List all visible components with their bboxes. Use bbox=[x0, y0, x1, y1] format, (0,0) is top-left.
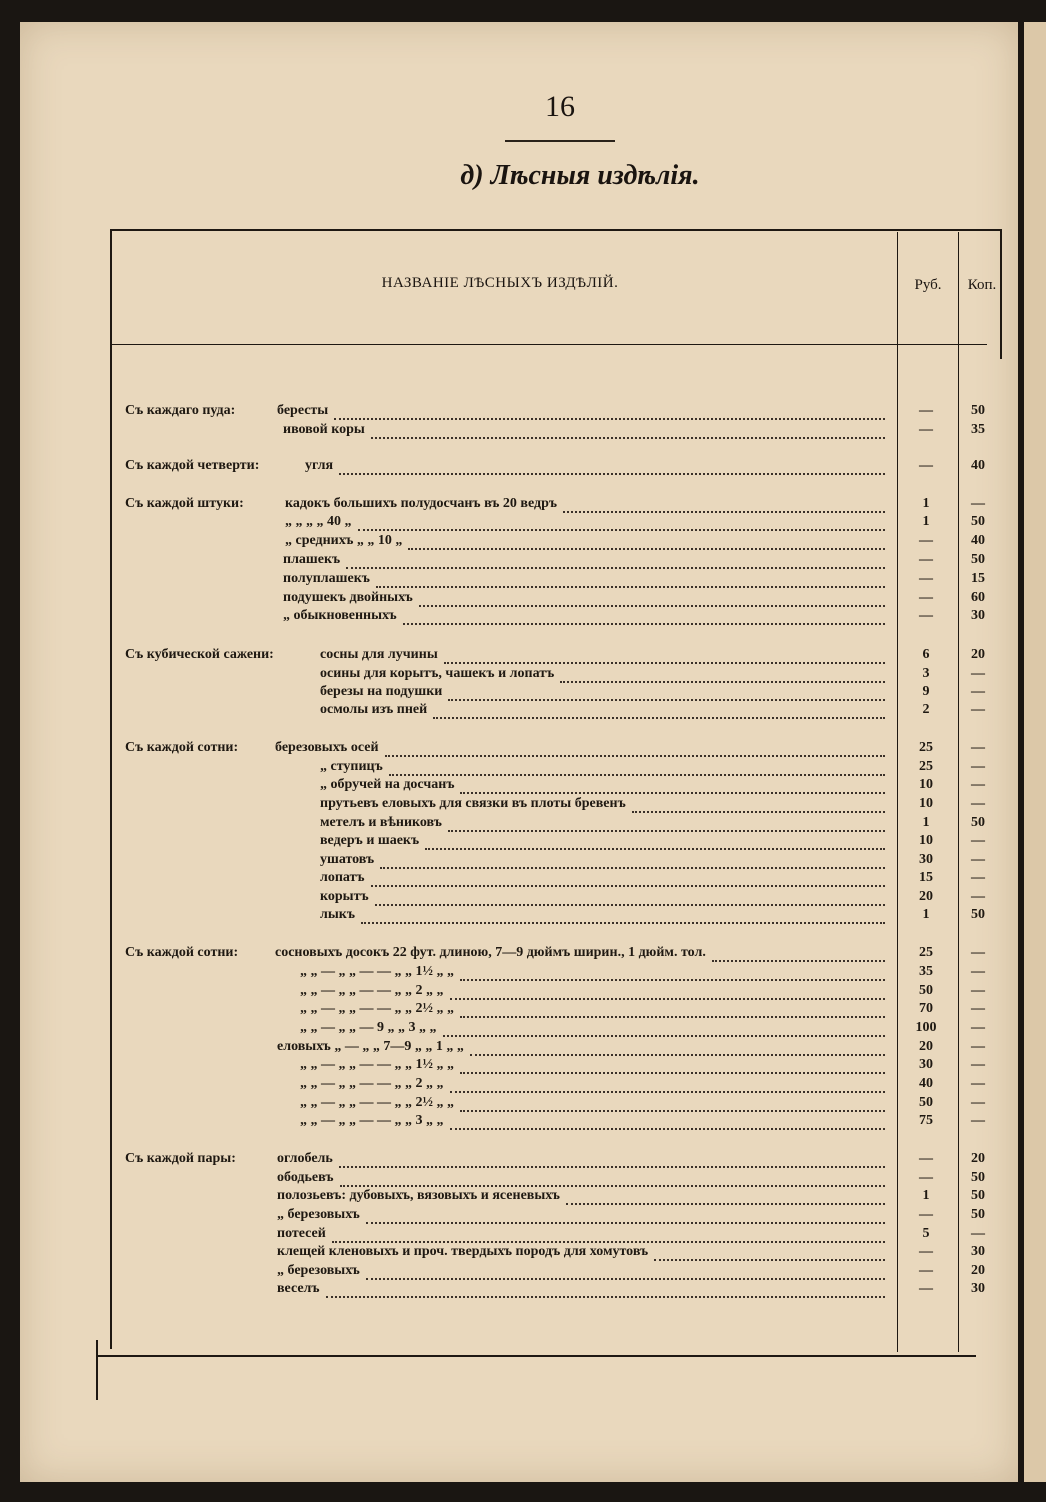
dot-leader bbox=[460, 960, 885, 981]
row-item: „ обручей на досчанъ bbox=[320, 777, 455, 792]
dot-leader bbox=[334, 399, 885, 420]
row-kop: — bbox=[971, 684, 985, 699]
row-item: ивовой коры bbox=[283, 422, 365, 437]
section-title: д) Лѣсныя издѣлія. bbox=[460, 160, 700, 191]
row-kop: 50 bbox=[971, 815, 985, 830]
row-kop: 50 bbox=[971, 907, 985, 922]
row-category: Съ каждаго пуда: bbox=[125, 403, 236, 418]
row-item: березы на подушки bbox=[320, 684, 443, 699]
row-category: Съ каждой пары: bbox=[125, 1151, 236, 1166]
dot-leader bbox=[450, 1072, 885, 1093]
row-kop: 30 bbox=[971, 1244, 985, 1259]
row-item: полозьевъ: дубовыхъ, вязовыхъ и ясеневыхъ bbox=[277, 1188, 560, 1203]
row-rub: — bbox=[919, 403, 933, 418]
row-rub: 1 bbox=[922, 1188, 930, 1203]
table-row bbox=[0, 647, 1046, 666]
row-item: лопатъ bbox=[320, 870, 365, 885]
row-kop: — bbox=[971, 759, 985, 774]
row-kop: 50 bbox=[971, 1170, 985, 1185]
row-rub: 1 bbox=[922, 496, 930, 511]
dot-leader bbox=[339, 1147, 885, 1168]
row-kop: — bbox=[971, 852, 985, 867]
row-rub: 1 bbox=[922, 514, 930, 529]
row-item: ведеръ и шаекъ bbox=[320, 833, 420, 848]
row-item: „ „ — „ „ — — „ „ 1½ „ „ bbox=[300, 964, 454, 979]
row-rub: 10 bbox=[919, 833, 933, 848]
dot-leader bbox=[443, 1016, 885, 1037]
column-header-kop: Коп. bbox=[967, 277, 997, 293]
row-item: метелъ и вѣниковъ bbox=[320, 815, 442, 830]
table-row bbox=[0, 1170, 1046, 1189]
row-rub: 6 bbox=[922, 647, 930, 662]
row-kop: — bbox=[971, 983, 985, 998]
row-kop: 35 bbox=[971, 422, 985, 437]
row-rub: — bbox=[919, 1281, 933, 1296]
row-rub: 1 bbox=[922, 815, 930, 830]
row-rub: 100 bbox=[915, 1020, 937, 1035]
row-item: „ обыкновенныхъ bbox=[283, 608, 397, 623]
row-rub: 20 bbox=[919, 889, 933, 904]
row-kop: — bbox=[971, 702, 985, 717]
row-rub: 5 bbox=[922, 1226, 930, 1241]
dot-leader bbox=[339, 454, 885, 475]
dot-leader bbox=[326, 1277, 885, 1298]
row-rub: — bbox=[919, 608, 933, 623]
row-kop: 50 bbox=[971, 403, 985, 418]
row-kop: — bbox=[971, 496, 985, 511]
row-item: корытъ bbox=[320, 889, 369, 904]
dot-leader bbox=[366, 1203, 885, 1224]
row-kop: 60 bbox=[971, 590, 985, 605]
dot-leader bbox=[361, 903, 885, 924]
row-kop: 30 bbox=[971, 608, 985, 623]
row-rub: 9 bbox=[922, 684, 930, 699]
row-item: „ „ — „ „ — — „ „ 3 „ „ bbox=[300, 1113, 444, 1128]
row-item: оглобель bbox=[277, 1151, 333, 1166]
row-item: „ „ „ „ 40 „ bbox=[285, 514, 352, 529]
dot-leader bbox=[385, 736, 885, 757]
table-top-border bbox=[110, 229, 1002, 231]
row-item: „ „ — „ „ — — „ „ 2 „ „ bbox=[300, 1076, 444, 1091]
dot-leader bbox=[712, 941, 885, 962]
row-kop: 20 bbox=[971, 1263, 985, 1278]
row-item: плашекъ bbox=[283, 552, 341, 567]
row-category: Съ каждой четверти: bbox=[125, 458, 260, 473]
row-item: „ „ — „ „ — — „ „ 2 „ „ bbox=[300, 983, 444, 998]
table-row bbox=[0, 777, 1046, 796]
row-rub: 40 bbox=[919, 1076, 933, 1091]
row-item: ободьевъ bbox=[277, 1170, 334, 1185]
row-category: Съ каждой сотни: bbox=[125, 945, 239, 960]
row-rub: — bbox=[919, 1170, 933, 1185]
dot-leader bbox=[460, 997, 885, 1018]
row-rub: 2 bbox=[922, 702, 930, 717]
row-kop: 50 bbox=[971, 514, 985, 529]
table-bottom-rule bbox=[96, 1355, 976, 1357]
table-right-border bbox=[1000, 229, 1002, 359]
row-item: веселъ bbox=[277, 1281, 320, 1296]
dot-leader bbox=[450, 1109, 885, 1130]
row-item: подушекъ двойныхъ bbox=[283, 590, 413, 605]
dot-leader bbox=[460, 1053, 885, 1074]
row-kop: — bbox=[971, 1095, 985, 1110]
row-item: „ среднихъ „ „ 10 „ bbox=[285, 533, 403, 548]
row-rub: — bbox=[919, 571, 933, 586]
row-kop: 50 bbox=[971, 1188, 985, 1203]
dot-leader bbox=[654, 1240, 885, 1261]
row-item: потесей bbox=[277, 1226, 326, 1241]
dot-leader bbox=[371, 866, 885, 887]
row-item: кадокъ большихъ полудосчанъ въ 20 ведръ bbox=[285, 496, 558, 511]
row-kop: — bbox=[971, 1020, 985, 1035]
row-item: осмолы изъ пней bbox=[320, 702, 428, 717]
row-rub: 30 bbox=[919, 1057, 933, 1072]
table-row bbox=[0, 1113, 1046, 1132]
row-rub: 25 bbox=[919, 945, 933, 960]
row-kop: — bbox=[971, 833, 985, 848]
row-kop: — bbox=[971, 1113, 985, 1128]
row-item: „ „ — „ „ — — „ „ 2½ „ „ bbox=[300, 1095, 454, 1110]
dot-leader bbox=[460, 773, 885, 794]
row-item: лыкъ bbox=[320, 907, 356, 922]
row-rub: — bbox=[919, 1244, 933, 1259]
row-kop: 40 bbox=[971, 458, 985, 473]
row-kop: — bbox=[971, 1226, 985, 1241]
row-kop: — bbox=[971, 1057, 985, 1072]
row-kop: — bbox=[971, 945, 985, 960]
table-row bbox=[0, 1226, 1046, 1245]
row-category: Съ кубической сажени: bbox=[125, 647, 274, 662]
row-rub: 35 bbox=[919, 964, 933, 979]
row-rub: — bbox=[919, 552, 933, 567]
row-item: березовыхъ осей bbox=[275, 740, 379, 755]
row-item: сосновыхъ досокъ 22 фут. длиною, 7—9 дюймъ ширин., 1 дюйм. тол. bbox=[275, 945, 706, 960]
row-item: „ березовыхъ bbox=[277, 1207, 360, 1222]
dot-leader bbox=[408, 529, 885, 550]
dot-leader bbox=[403, 604, 885, 625]
row-kop: 50 bbox=[971, 552, 985, 567]
row-rub: 30 bbox=[919, 852, 933, 867]
row-rub: 70 bbox=[919, 1001, 933, 1016]
row-item: клещей кленовыхъ и проч. твердыхъ породъ для хомутовъ bbox=[277, 1244, 649, 1259]
table-row bbox=[0, 1281, 1046, 1300]
row-rub: 25 bbox=[919, 759, 933, 774]
column-header-rub: Руб. bbox=[914, 277, 942, 293]
row-item: бересты bbox=[277, 403, 329, 418]
row-item: угля bbox=[305, 458, 334, 473]
table-row bbox=[0, 458, 1046, 477]
row-rub: — bbox=[919, 1207, 933, 1222]
dot-leader bbox=[346, 548, 885, 569]
row-rub: 3 bbox=[922, 666, 930, 681]
row-kop: 40 bbox=[971, 533, 985, 548]
row-kop: — bbox=[971, 796, 985, 811]
table-row bbox=[0, 608, 1046, 627]
row-rub: — bbox=[919, 422, 933, 437]
row-rub: — bbox=[919, 1263, 933, 1278]
row-kop: — bbox=[971, 964, 985, 979]
row-category: Съ каждой сотни: bbox=[125, 740, 239, 755]
dot-leader bbox=[358, 510, 885, 531]
row-item: еловыхъ „ — „ „ 7—9 „ „ 1 „ „ bbox=[277, 1039, 464, 1054]
row-item: ушатовъ bbox=[320, 852, 375, 867]
row-item: „ ступицъ bbox=[320, 759, 383, 774]
dot-leader bbox=[444, 643, 885, 664]
table-row bbox=[0, 907, 1046, 926]
row-kop: 15 bbox=[971, 571, 985, 586]
row-kop: 30 bbox=[971, 1281, 985, 1296]
page-number-rule bbox=[505, 140, 615, 142]
row-kop: — bbox=[971, 740, 985, 755]
row-item: сосны для лучины bbox=[320, 647, 438, 662]
row-rub: 50 bbox=[919, 1095, 933, 1110]
row-item: „ „ — „ „ — — „ „ 1½ „ „ bbox=[300, 1057, 454, 1072]
row-kop: 50 bbox=[971, 1207, 985, 1222]
row-category: Съ каждой штуки: bbox=[125, 496, 244, 511]
row-rub: 15 bbox=[919, 870, 933, 885]
row-item: „ березовыхъ bbox=[277, 1263, 360, 1278]
row-kop: — bbox=[971, 889, 985, 904]
dot-leader bbox=[566, 1184, 885, 1205]
row-item: „ „ — „ „ — 9 „ „ 3 „ „ bbox=[300, 1020, 437, 1035]
row-rub: — bbox=[919, 590, 933, 605]
table-row bbox=[0, 422, 1046, 441]
dot-leader bbox=[425, 829, 885, 850]
table-bottom-left-mark bbox=[96, 1340, 98, 1400]
row-kop: — bbox=[971, 666, 985, 681]
row-rub: 1 bbox=[922, 907, 930, 922]
table-row bbox=[0, 702, 1046, 721]
row-rub: 20 bbox=[919, 1039, 933, 1054]
page-number: 16 bbox=[545, 90, 575, 123]
header-bottom-rule bbox=[112, 344, 987, 345]
row-kop: — bbox=[971, 870, 985, 885]
dot-leader bbox=[376, 567, 885, 588]
row-kop: 20 bbox=[971, 647, 985, 662]
row-item: „ „ — „ „ — — „ „ 2½ „ „ bbox=[300, 1001, 454, 1016]
row-item: прутьевъ еловыхъ для связки въ плоты бревенъ bbox=[320, 796, 626, 811]
row-item: осины для корытъ, чашекъ и лопатъ bbox=[320, 666, 555, 681]
row-rub: — bbox=[919, 1151, 933, 1166]
row-item: полуплашекъ bbox=[283, 571, 370, 586]
column-header-name: НАЗВАНІЕ ЛѢСНЫХЪ ИЗДѢЛІЙ. bbox=[381, 275, 619, 291]
row-kop: — bbox=[971, 1076, 985, 1091]
row-rub: 25 bbox=[919, 740, 933, 755]
row-rub: 10 bbox=[919, 796, 933, 811]
dot-leader bbox=[433, 698, 885, 719]
row-kop: 20 bbox=[971, 1151, 985, 1166]
row-kop: — bbox=[971, 777, 985, 792]
dot-leader bbox=[371, 418, 885, 439]
row-rub: — bbox=[919, 533, 933, 548]
row-rub: 50 bbox=[919, 983, 933, 998]
dot-leader bbox=[632, 792, 885, 813]
row-kop: — bbox=[971, 1039, 985, 1054]
row-rub: — bbox=[919, 458, 933, 473]
row-rub: 10 bbox=[919, 777, 933, 792]
row-kop: — bbox=[971, 1001, 985, 1016]
row-rub: 75 bbox=[919, 1113, 933, 1128]
